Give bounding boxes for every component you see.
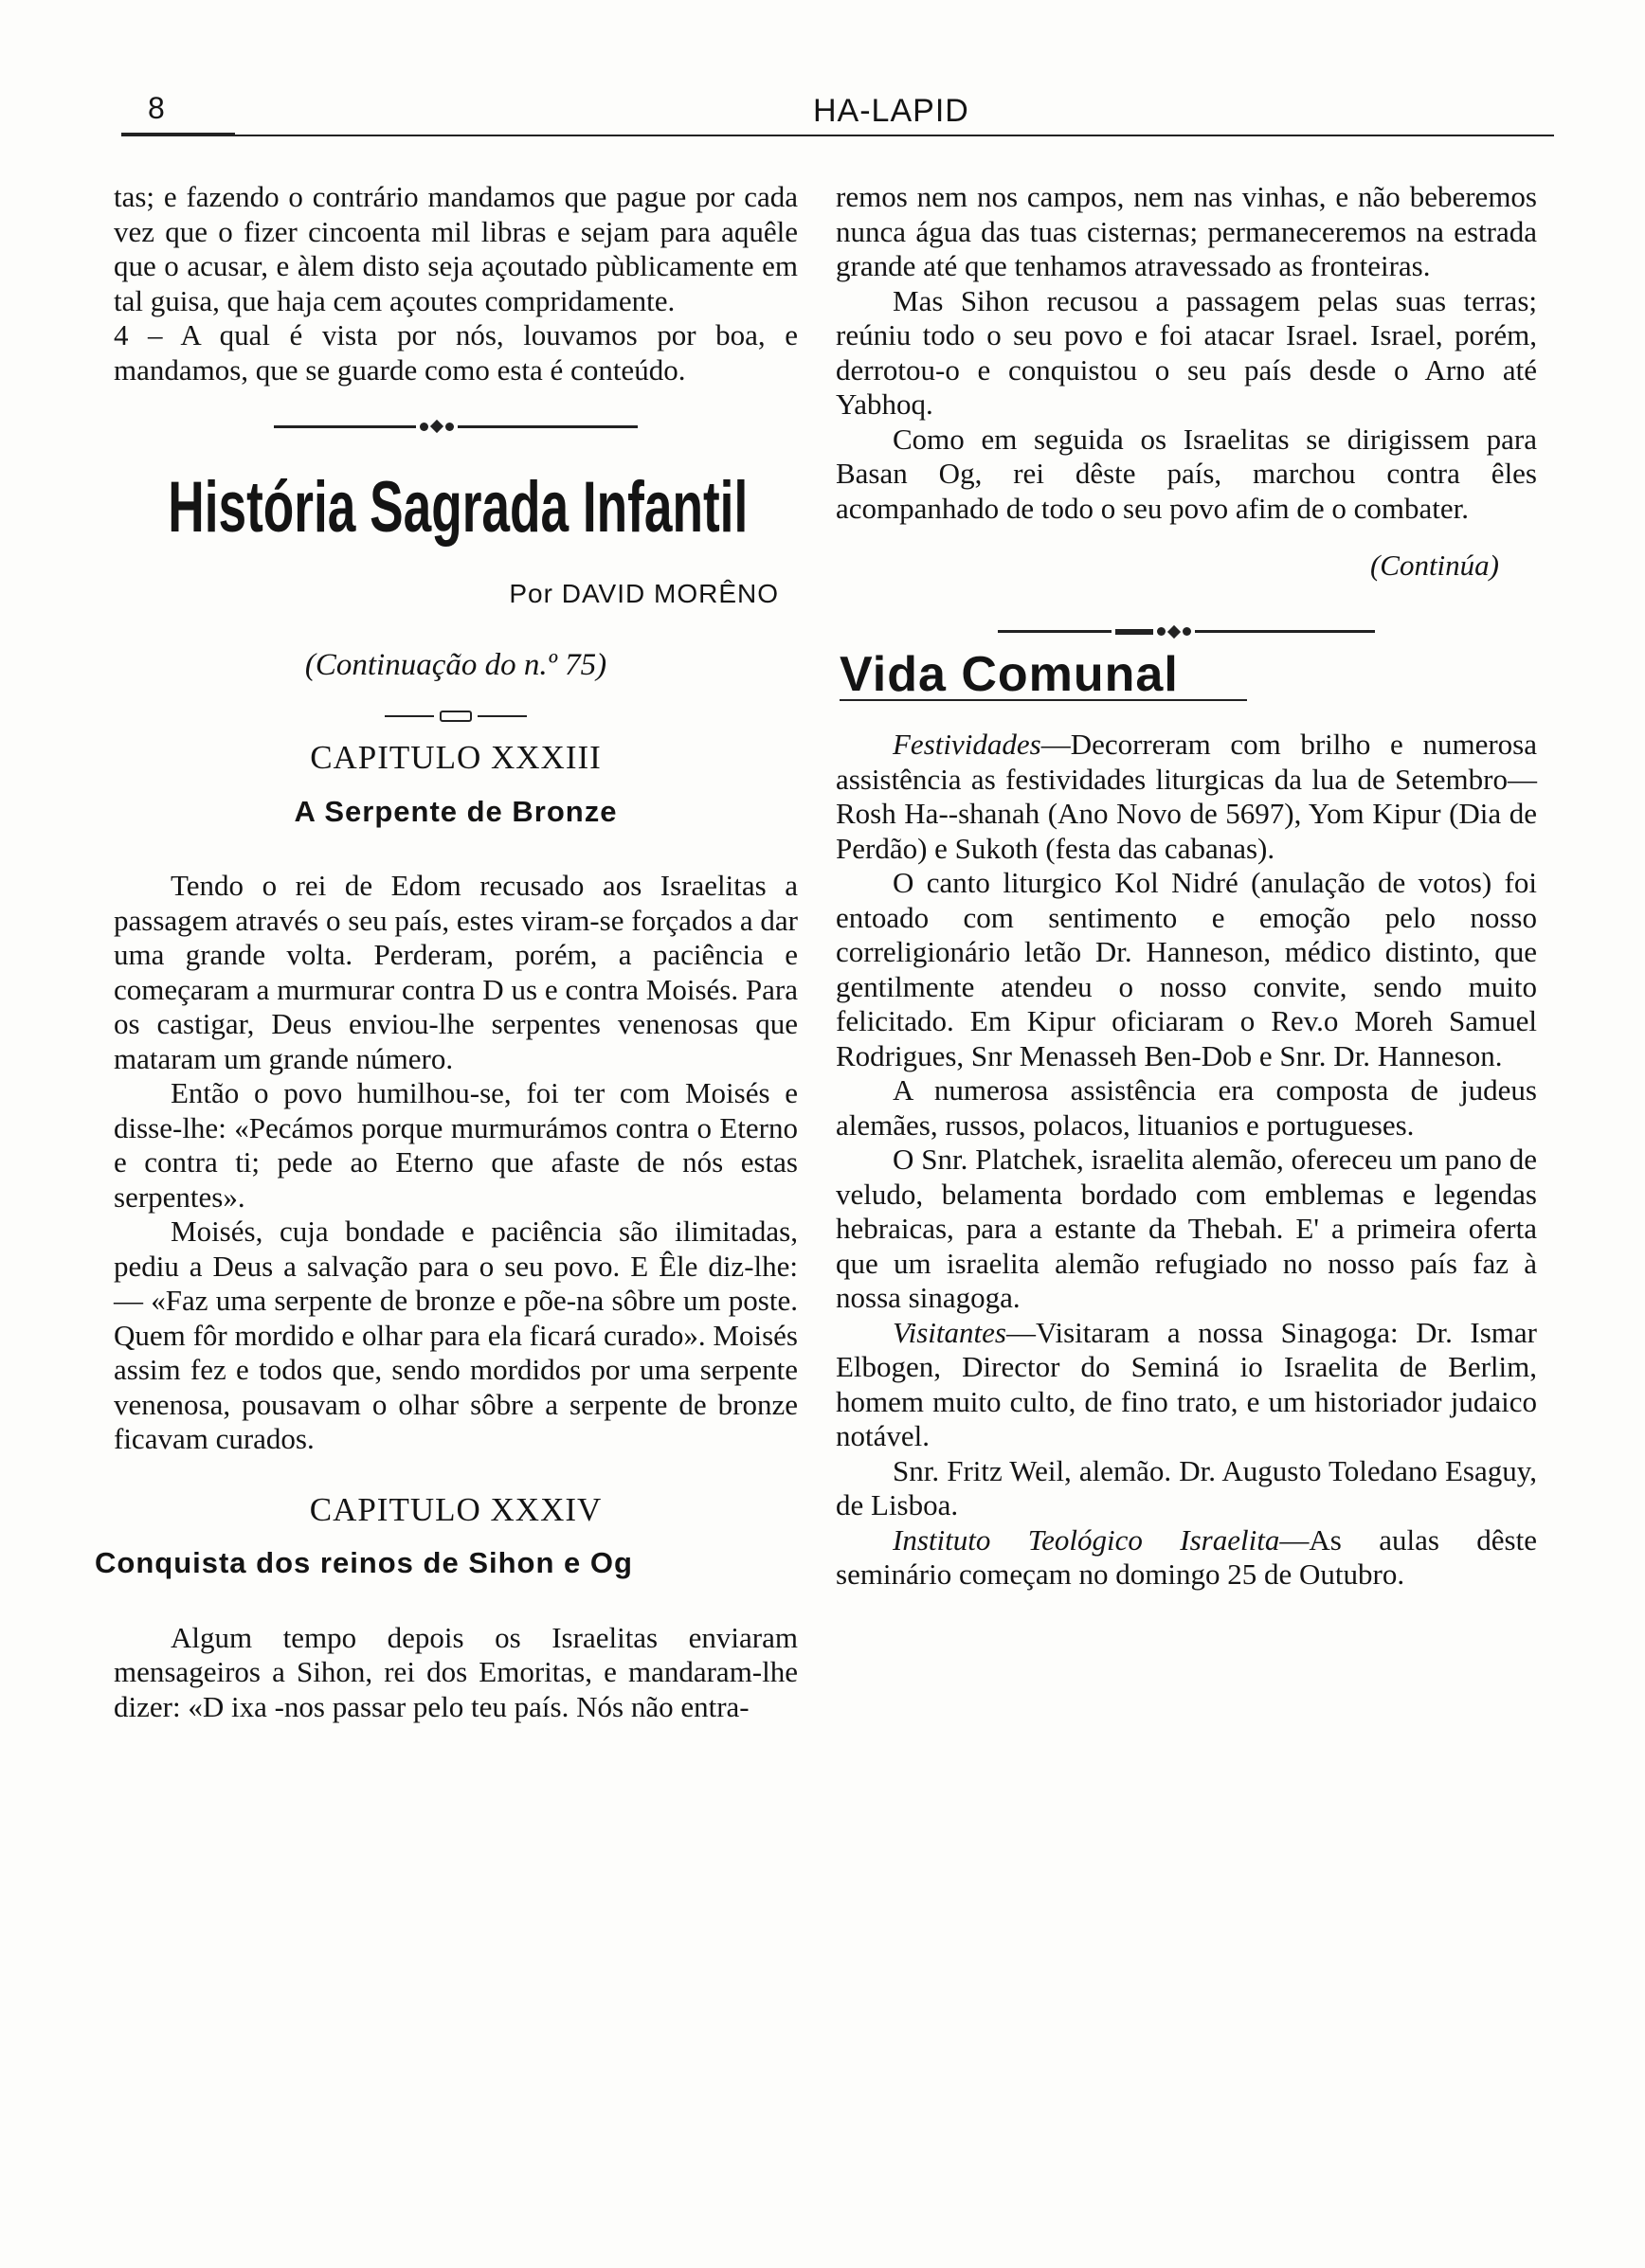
news-item-instituto bbox=[836, 1523, 1537, 1593]
news-text-visitantes: —Visitaram a nossa Sinagoga: Dr. Ismar Elbogen, Director do Seminá io Israelita de Berlim, homem muito culto, de fino trato, e um historiador judaico notável. bbox=[836, 1315, 1537, 1452]
page-number: 8 bbox=[148, 91, 165, 125]
left-column bbox=[95, 180, 798, 1724]
news-text-oferta: O Snr. Platchek, israelita alemão, ofereceu um pano de veludo, belamenta bordado com emblemas e legendas hebraicas, para a estante da Thebah. E' a primeira oferta que um israelita alemão refugiado no nosso país faz à nossa sinagoga. bbox=[836, 1143, 1537, 1314]
continuation-note: (Continuação do n.º 75) bbox=[304, 647, 607, 682]
news-item-visitantes bbox=[836, 1316, 1537, 1454]
news-item-kol-nidre bbox=[836, 866, 1537, 1073]
news-item-visitantes-2 bbox=[836, 1454, 1537, 1523]
news-lead-instituto: Instituto Teológico Israelita bbox=[893, 1522, 1280, 1557]
news-text-assistencia: A numerosa assistência era composta de judeus alemães, russos, polacos, lituanios e portugueses. bbox=[836, 1073, 1537, 1142]
news-item-oferta bbox=[836, 1143, 1537, 1316]
continued-paragraph-2: Mas Sihon recusou a passagem pelas suas terras; reúniu todo o seu povo e foi atacar Israel. Israel, porém, derrotou-o e conquistou o seu país desde o Arno até Yabhoq. bbox=[836, 283, 1537, 421]
chapter-heading-33: CAPITULO XXXIII bbox=[310, 739, 602, 776]
news-text-kol-nidre: O canto liturgico Kol Nidré (anulação de votos) foi entoado com sentimento e emoção pelo nosso correligionário letão Dr. Hanneson, médico distinto, que gentilmente atendeu o nosso convite, sendo muito felicitado. Em Kipur oficiaram o Rev.o Moreh Samuel Rodrigues, Snr Menasseh Ben-Dob e Snr. Dr. Hanneson. bbox=[836, 866, 1537, 1072]
running-title: HA-LAPID bbox=[813, 93, 969, 129]
page-header bbox=[121, 91, 1554, 136]
chapter-subheading-34: Conquista dos reinos de Sihon e Og bbox=[95, 1546, 633, 1579]
chapter-34-paragraph-1: Algum tempo depois os Israelitas enviaram mensageiros a Sihon, rei dos Emoritas, e mandaram-lhe dizer: «D ixa -nos passar pelo teu país. Nós não entra- bbox=[114, 1620, 798, 1723]
continued-paragraph-1: remos nem nos campos, nem nas vinhas, e não beberemos nunca água das tuas cisternas; permaneceremos na estrada grande até que tenhamos atravessado as fronteiras. bbox=[836, 180, 1537, 282]
continua-note: (Continúa) bbox=[1369, 549, 1499, 582]
intro-paragraph-2: 4 – A qual é vista por nós, louvamos por boa, e mandamos, que se guarde como esta é conteúdo. bbox=[114, 318, 798, 387]
news-lead-visitantes: Visitantes bbox=[893, 1315, 1006, 1349]
news-item-festividades bbox=[836, 728, 1537, 866]
section-divider-ornament-right bbox=[836, 627, 1537, 637]
page-number-underline bbox=[121, 133, 235, 135]
small-divider-ornament bbox=[114, 711, 798, 722]
chapter-33-paragraph-1: Tendo o rei de Edom recusado aos Israelitas a passagem através o seu país, estes viram-se forçados a dar uma grande volta. Perderam, porém, a paciência e começaram a murmurar contra D us e contra Moisés. Para os castigar, Deus enviou-lhe serpentes venenosas que mataram um grande número. bbox=[114, 869, 798, 1075]
section-title: Vida Comunal bbox=[840, 646, 1179, 702]
section-divider-ornament bbox=[114, 422, 798, 431]
chapter-subheading-33: A Serpente de Bronze bbox=[294, 794, 618, 828]
continued-paragraph-3: Como em seguida os Israelitas se dirigissem para Basan Og, rei dêste país, marchou contra êles acompanhado de todo o seu povo afim de o combater. bbox=[836, 422, 1537, 525]
chapter-33-paragraph-3: Moisés, cuja bondade e paciência são ilimitadas, pediu a Deus a salvação para o seu povo. E Êle diz-lhe: — «Faz uma serpente de bronze e põe-na sôbre um poste. Quem fôr mordido e olhar para ela ficará curado». Moisés assim fez e todos que, sendo mordidos por uma serpente venenosa, pousavam o olhar sôbre a serpente de bronze ficavam curados. bbox=[114, 1215, 798, 1455]
article-title: História Sagrada Infantil bbox=[168, 467, 749, 548]
news-text-instituto: —As aulas dêste seminário começam no domingo 25 de Outubro. bbox=[836, 1522, 1537, 1591]
chapter-heading-34: CAPITULO XXXIV bbox=[309, 1490, 603, 1528]
right-column bbox=[836, 180, 1537, 1593]
article-byline: Por DAVID MORÊNO bbox=[509, 579, 779, 608]
news-text-festividades: —Decorreram com brilho e numerosa assistência as festividades liturgicas da lua de Setembro—Rosh Ha--shanah (Ano Novo de 5697), Yom Kipur (Dia de Perdão) e Sukoth (festa das cabanas). bbox=[836, 728, 1537, 865]
chapter-33-paragraph-2: Então o povo humilhou-se, foi ter com Moisés e disse-lhe: «Pecámos porque murmurámos contra o Eterno e contra ti; pede ao Eterno que afaste de nós estas serpentes». bbox=[114, 1076, 798, 1214]
news-lead-festividades: Festividades bbox=[893, 728, 1041, 761]
news-text-visitantes-2: Snr. Fritz Weil, alemão. Dr. Augusto Toledano Esaguy, de Lisboa. bbox=[836, 1453, 1537, 1521]
intro-paragraph-1: tas; e fazendo o contrário mandamos que pague por cada vez que o fizer cincoenta mil libras e sejam para aquêle que o acusar, e àlem disto seja açoutado pùblicamente em tal guisa, que haja cem açoutes compridamente. bbox=[114, 180, 798, 317]
news-item-assistencia bbox=[836, 1073, 1537, 1143]
